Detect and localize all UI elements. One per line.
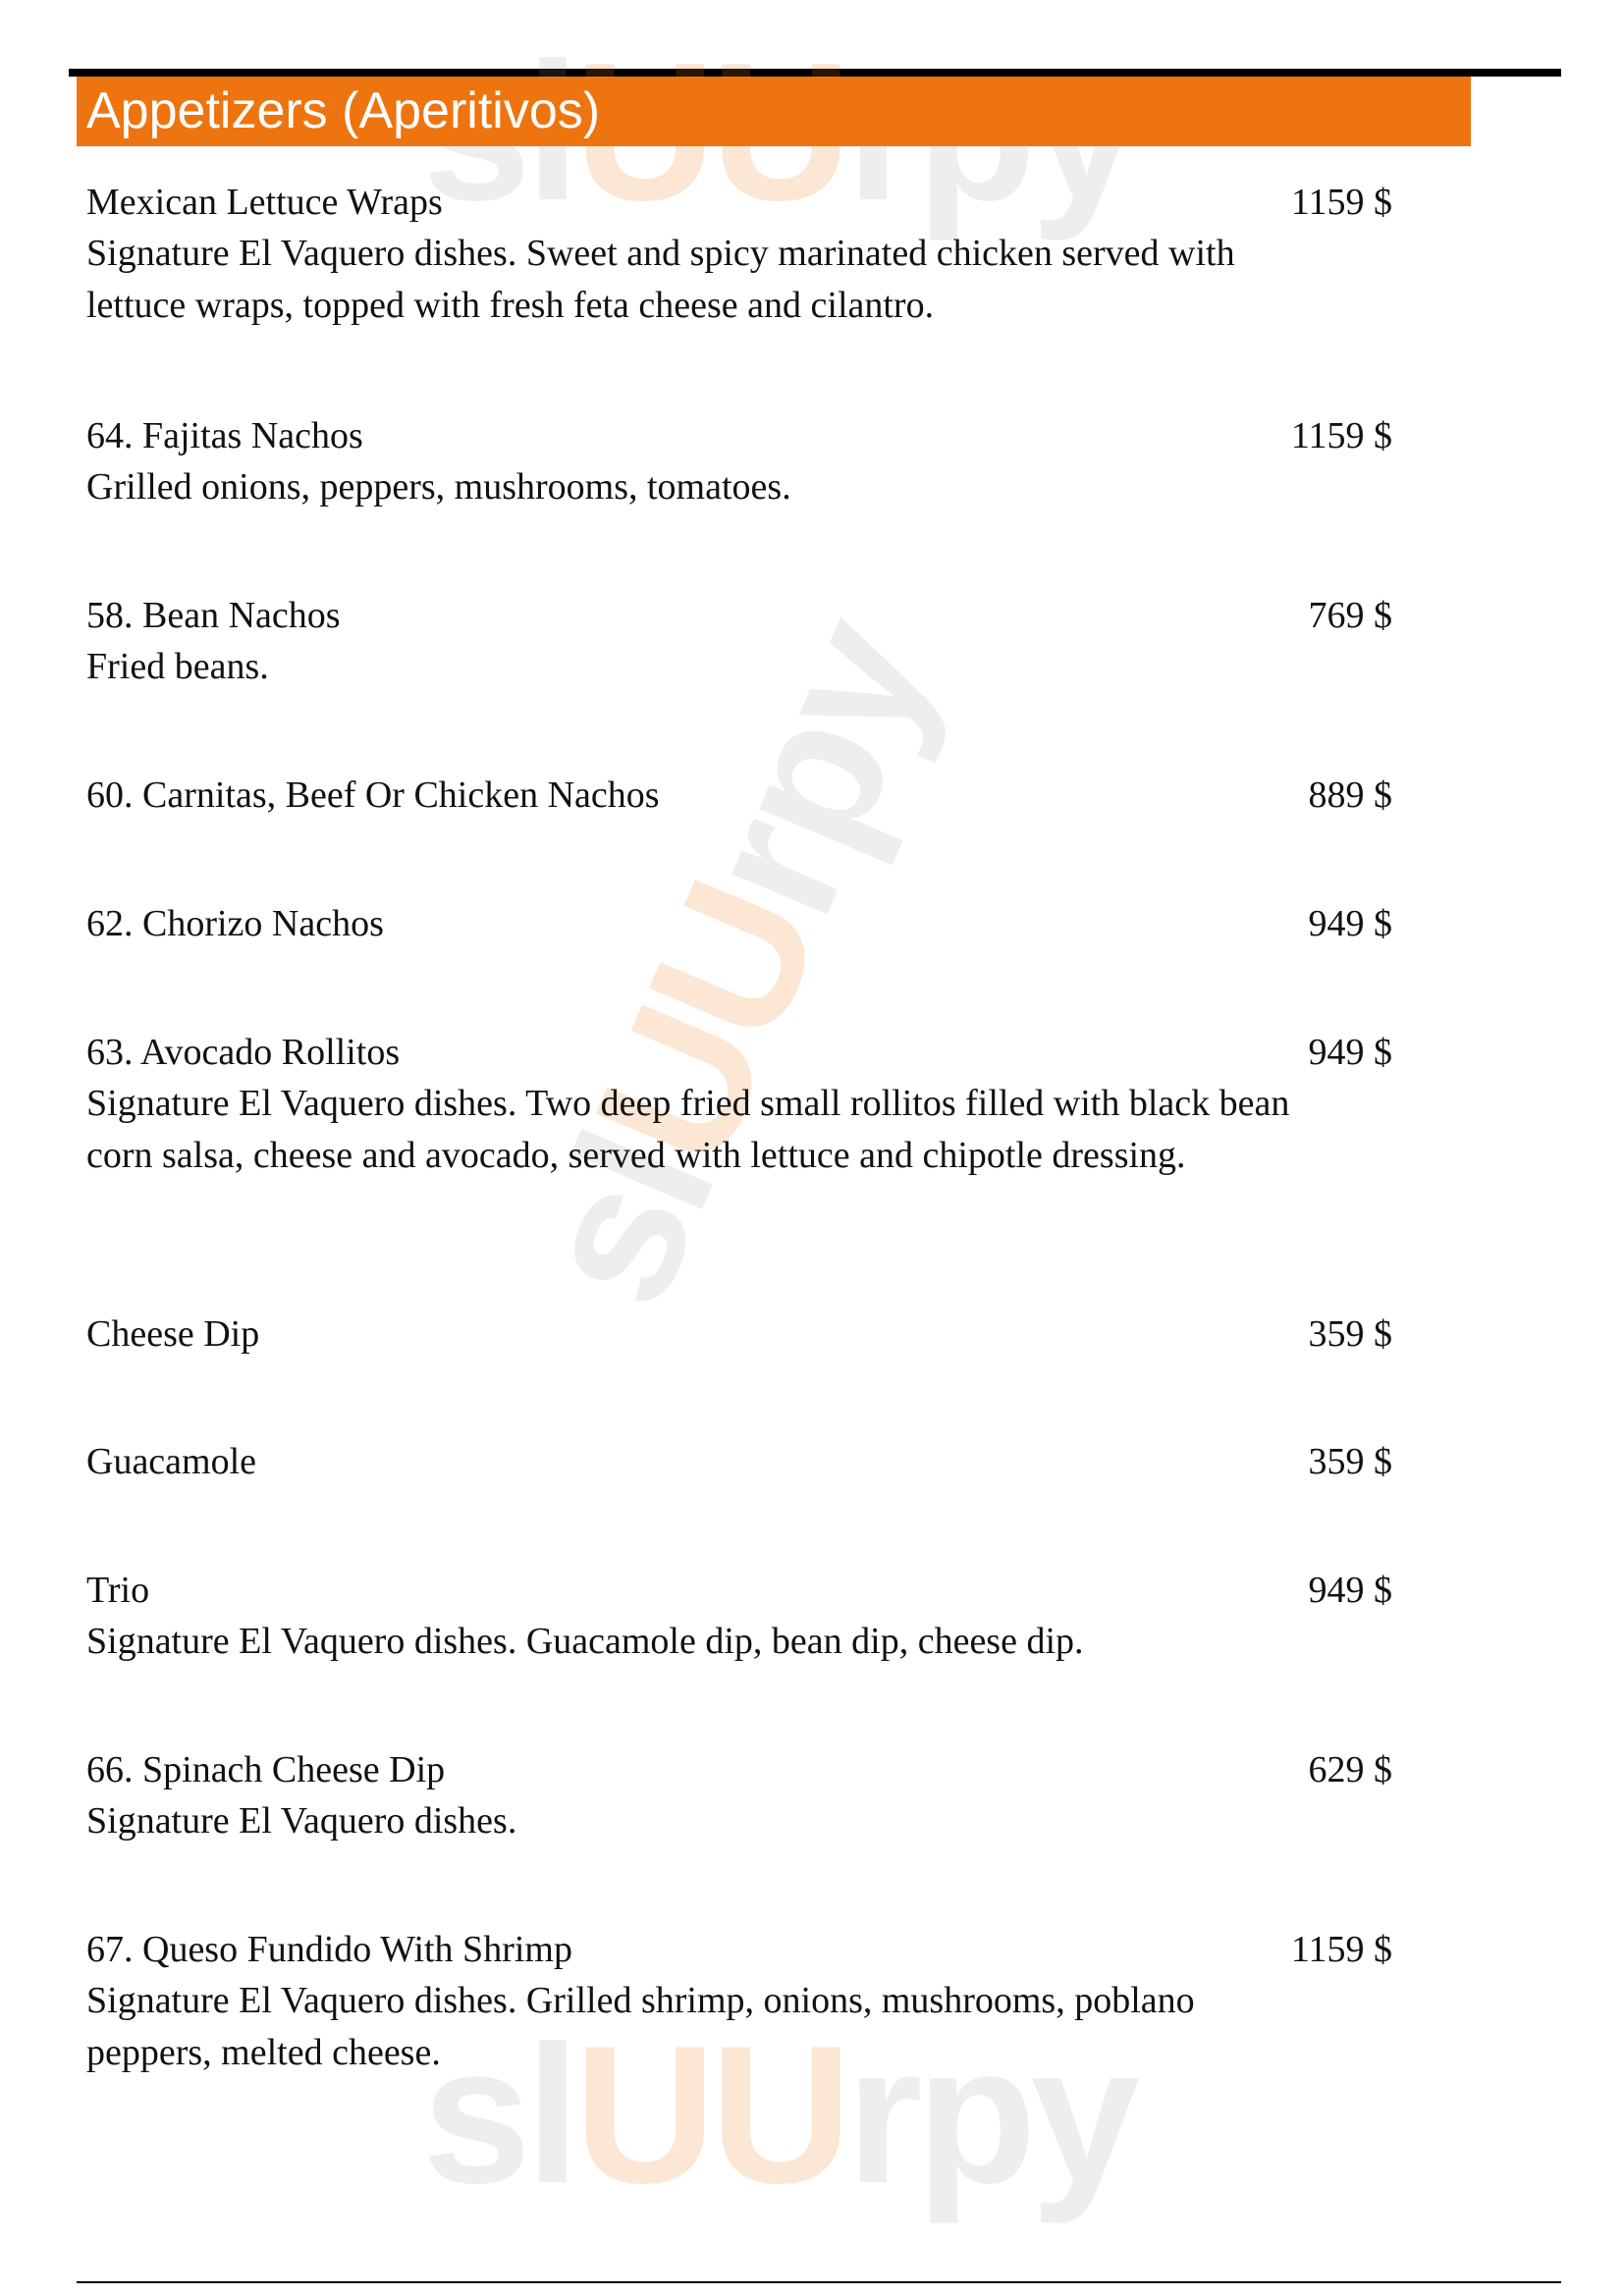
item-description: Fried beans. <box>86 646 269 687</box>
section-title: Appetizers (Aperitivos) <box>86 82 601 139</box>
menu-item <box>86 1744 1392 1847</box>
item-name: Trio <box>86 1570 150 1611</box>
menu-item <box>86 1308 1392 1360</box>
item-price: 889 $ <box>1308 774 1392 816</box>
item-price: 1159 $ <box>1290 415 1392 456</box>
watermark-logo: slUUrpy <box>493 592 974 1334</box>
item-name: 64. Fajitas Nachos <box>86 415 363 456</box>
item-description: Grilled onions, peppers, mushrooms, tomatoes. <box>86 466 791 507</box>
item-name: 66. Spinach Cheese Dip <box>86 1749 446 1790</box>
item-name: 63. Avocado Rollitos <box>86 1032 401 1073</box>
item-price: 1159 $ <box>1290 182 1392 223</box>
item-name: 60. Carnitas, Beef Or Chicken Nachos <box>86 774 660 816</box>
item-price: 1159 $ <box>1290 1929 1392 1970</box>
top-rule <box>69 69 1561 77</box>
watermark-logo: slUUrpy <box>422 2005 1134 2224</box>
item-price: 949 $ <box>1308 1032 1392 1073</box>
item-price: 949 $ <box>1308 1570 1392 1611</box>
bottom-rule <box>77 2281 1561 2283</box>
item-name: Cheese Dip <box>86 1313 260 1355</box>
item-description: Signature El Vaquero dishes. Grilled shrimp, onions, mushrooms, poblano peppers, melted cheese. <box>86 1980 1195 2073</box>
item-name: 58. Bean Nachos <box>86 595 341 636</box>
menu-item <box>86 1565 1392 1668</box>
menu-item <box>86 1027 1392 1181</box>
item-name: Mexican Lettuce Wraps <box>86 182 443 223</box>
item-name: 62. Chorizo Nachos <box>86 903 384 944</box>
item-price: 769 $ <box>1308 595 1392 636</box>
item-description: Signature El Vaquero dishes. Guacamole dip, bean dip, cheese dip. <box>86 1621 1084 1662</box>
item-price: 629 $ <box>1308 1749 1392 1790</box>
menu-item <box>86 177 1392 331</box>
item-name: Guacamole <box>86 1441 257 1482</box>
item-description: Signature El Vaquero dishes. Sweet and spicy marinated chicken served with lettuce wraps, topped with fresh feta cheese and cilantro. <box>86 233 1235 326</box>
menu-item <box>86 898 1392 949</box>
menu-item <box>86 1924 1392 2078</box>
item-name: 67. Queso Fundido With Shrimp <box>86 1929 572 1970</box>
menu-item <box>86 410 1392 513</box>
menu-item <box>86 770 1392 821</box>
item-price: 359 $ <box>1308 1313 1392 1355</box>
item-description: Signature El Vaquero dishes. <box>86 1800 517 1842</box>
section-header <box>77 77 1471 146</box>
menu-item <box>86 590 1392 693</box>
menu-item <box>86 1436 1392 1487</box>
item-description: Signature El Vaquero dishes. Two deep fried small rollitos filled with black bean corn salsa, cheese and avocado, served with lettuce and chipotle dressing. <box>86 1083 1290 1176</box>
item-price: 359 $ <box>1308 1441 1392 1482</box>
item-price: 949 $ <box>1308 903 1392 944</box>
